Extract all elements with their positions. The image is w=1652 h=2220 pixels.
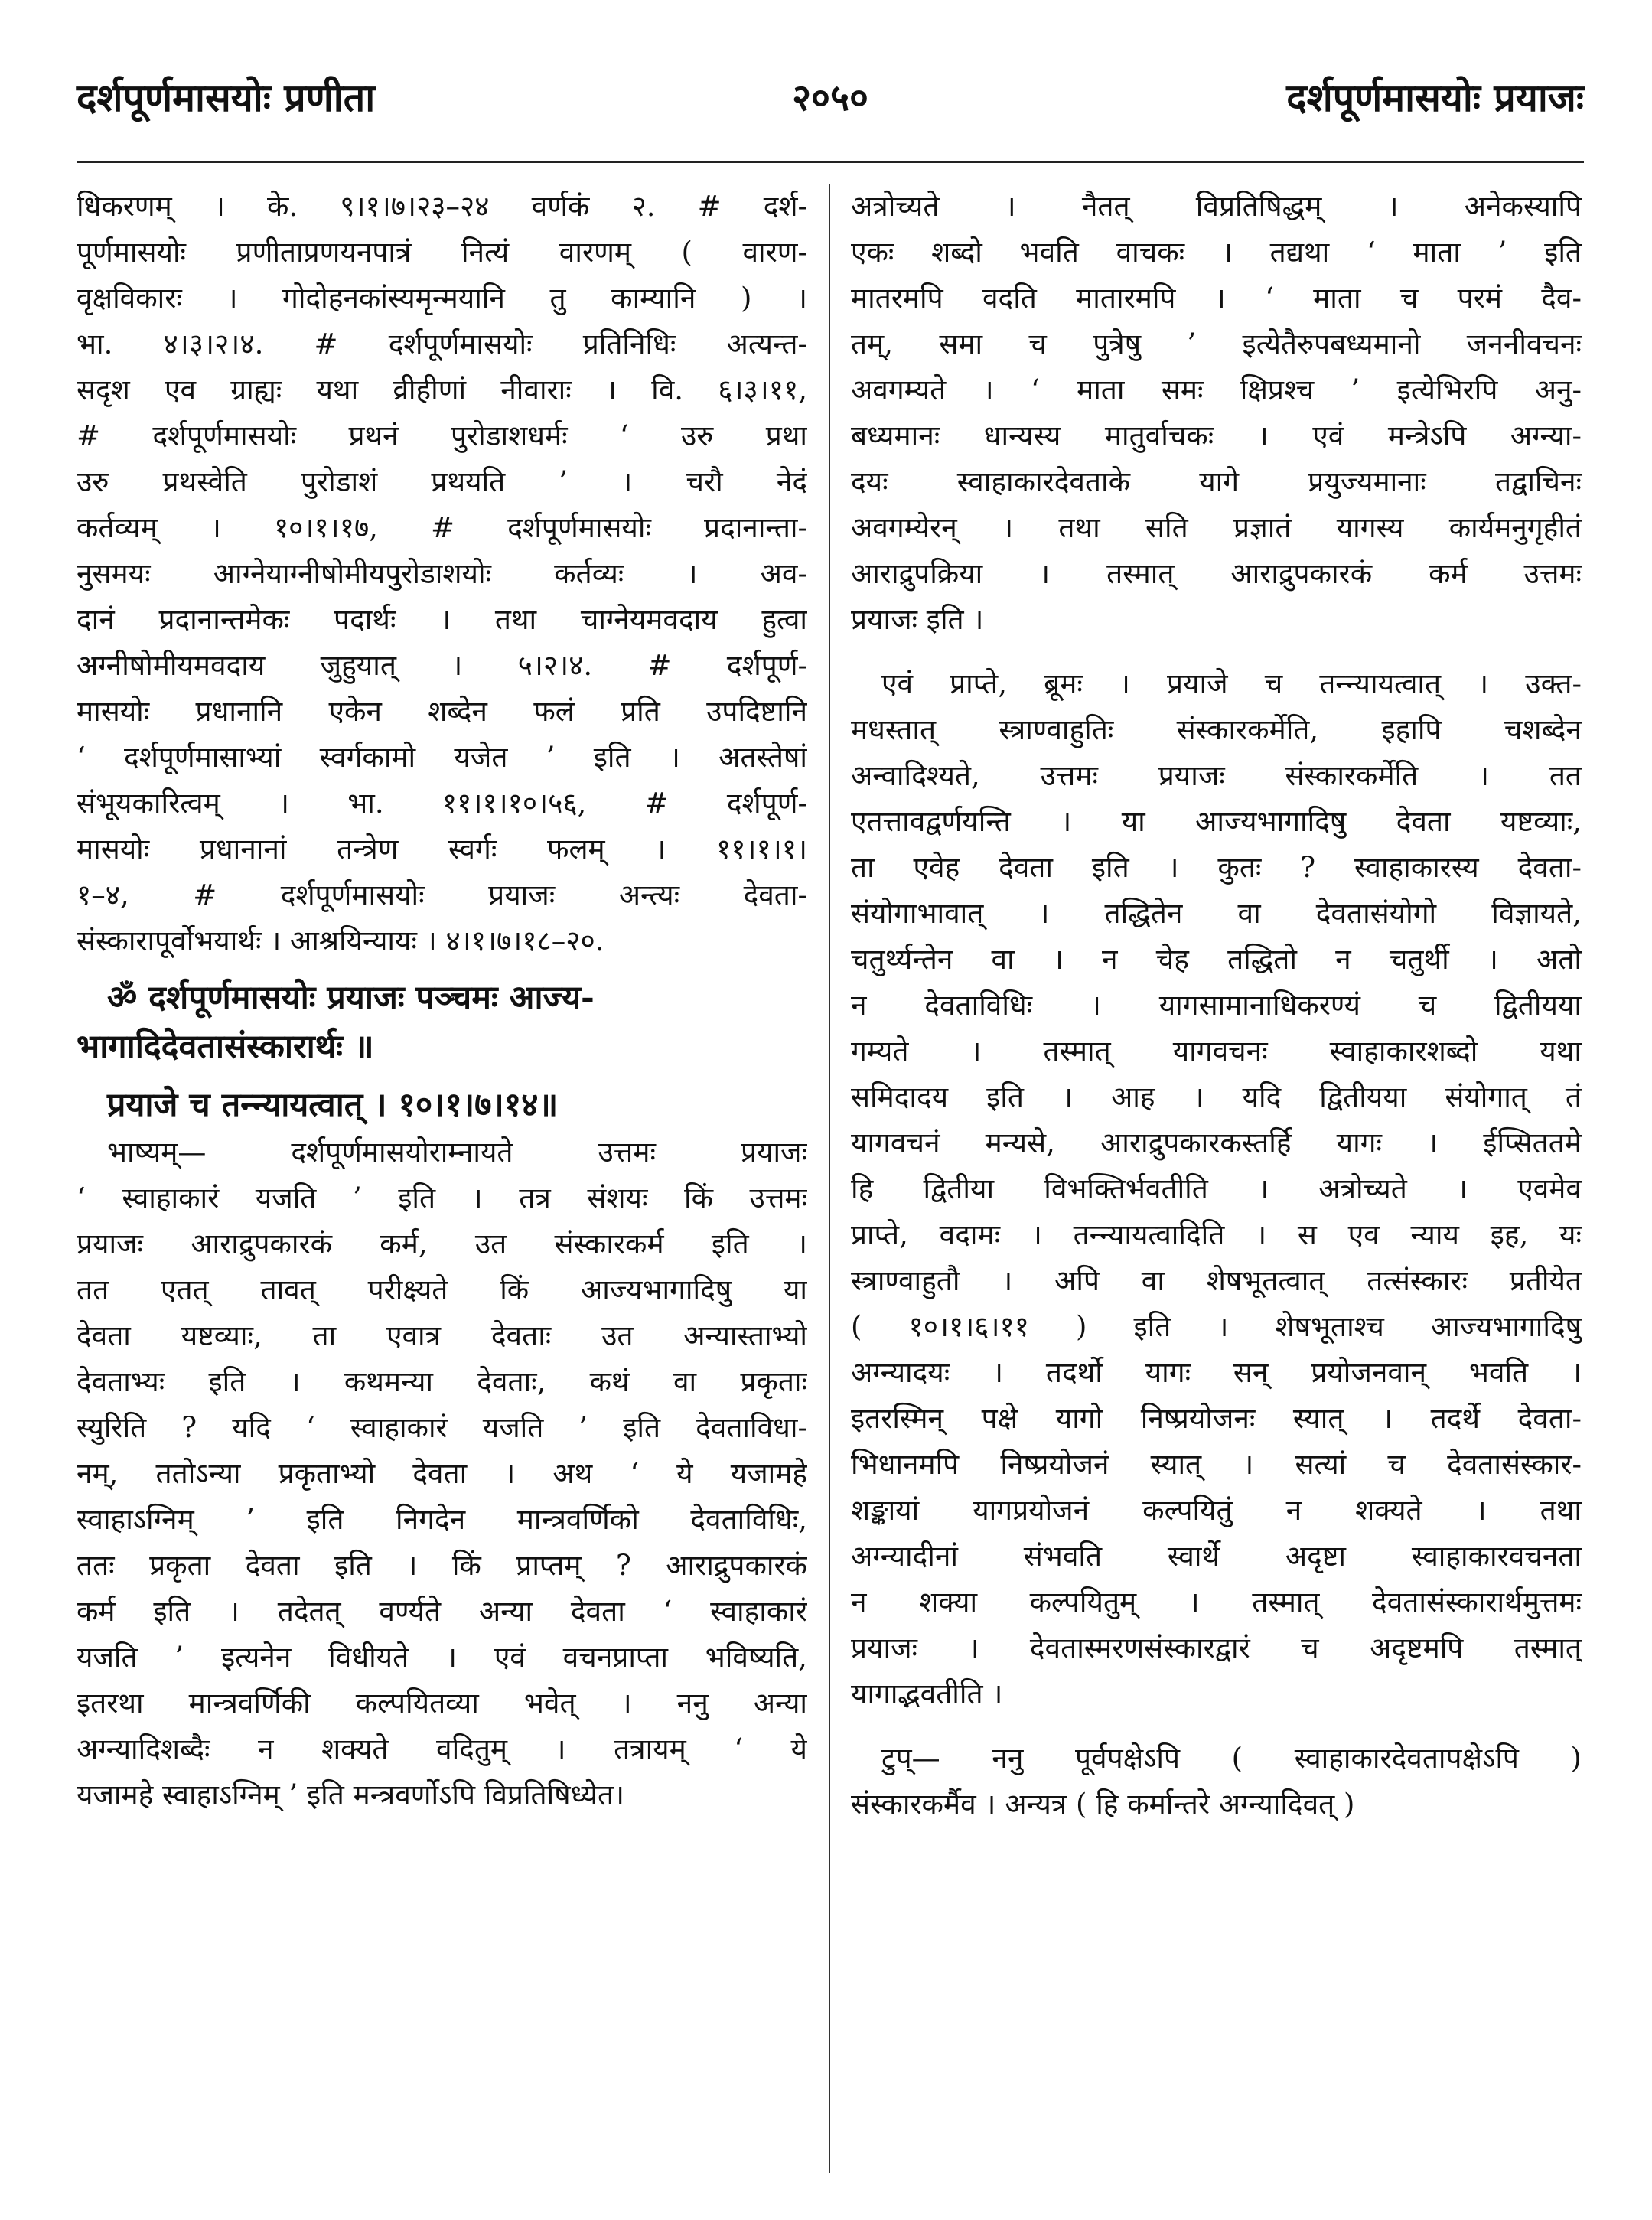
text-line: हि द्वितीया विभक्तिर्भवतीति । अत्रोच्यते । एवमेव — [851, 1172, 1582, 1205]
text-line: मधस्तात् स्त्राण्वाहुतिः संस्कारकर्मेति, इहापि चशब्देन — [851, 713, 1582, 746]
bhashya-block — [77, 1130, 807, 1818]
text-line: यागाद्भवतीति । — [851, 1677, 1003, 1710]
right-siddhanta-block — [851, 661, 1582, 1717]
left-index-block — [77, 184, 807, 964]
header-rule — [77, 161, 1584, 163]
text-line: ता एवेह देवता इति । कुतः ? स्वाहाकारस्य देवता- — [851, 851, 1582, 884]
left-column — [77, 184, 807, 2173]
text-line: संस्कारापूर्वोभयार्थः । आश्रयिन्यायः । ४।१।७।१८–२०. — [77, 924, 604, 957]
text-line: मातरमपि वदति मातारमपि । ‘ माता च परमं दैव- — [851, 282, 1582, 315]
text-line: मासयोः प्रधानानां तन्त्रेण स्वर्गः फलम् । ११।१।१। — [77, 833, 807, 866]
text-line: प्राप्ते, वदामः । तन्न्यायत्वादिति । स एव न्याय इह, यः — [851, 1218, 1582, 1251]
header-left-title: दर्शपूर्णमासयोः प्रणीता — [77, 75, 376, 120]
text-line: नुसमयः आग्नेयाग्नीषोमीयपुरोडाशयोः कर्तव्यः । अव- — [77, 557, 807, 590]
text-line: यागवचनं मन्यसे, आराद्रुपकारकस्तर्हि यागः । ईप्सिततमे — [851, 1126, 1582, 1159]
right-opening-block — [851, 184, 1582, 643]
text-line: मासयोः प्रधानानि एकेन शब्देन फलं प्रति उपदिष्टानि — [77, 695, 807, 728]
text-line: पूर्णमासयोः प्रणीताप्रणयनपात्रं नित्यं वारणम् ( वारण- — [77, 236, 807, 269]
text-line: समिदादय इति । आह । यदि द्वितीयया संयोगात् तं — [851, 1081, 1582, 1113]
section-heading-line-1: ॐ दर्शपूर्णमासयोः प्रयाजः पञ्चमः आज्य- — [107, 979, 595, 1017]
text-line: अग्नीषोमीयमवदाय जुहुयात् । ५।२।४. # दर्शपूर्ण- — [77, 649, 807, 682]
text-line: कर्म इति । तदेतत् वर्ण्यते अन्या देवता ‘ स्वाहाकारं — [77, 1595, 807, 1628]
text-line: गम्यते । तस्मात् यागवचनः स्वाहाकारशब्दो यथा — [851, 1035, 1582, 1068]
text-line: वृक्षविकारः । गोदोहनकांस्यमृन्मयानि तु काम्यानि ) । — [77, 282, 807, 315]
text-line: # दर्शपूर्णमासयोः प्रथनं पुरोडाशधर्मः ‘ उरु प्रथा — [77, 419, 807, 452]
text-line: टुप्— ननु पूर्वपक्षेऽपि ( स्वाहाकारदेवतापक्षेऽपि ) — [881, 1742, 1582, 1775]
text-line: नम्, ततोऽन्या प्रकृताभ्यो देवता । अथ ‘ ये यजामहे — [77, 1457, 807, 1490]
text-line: आराद्रुपक्रिया । तस्मात् आराद्रुपकारकं कर्म उत्तमः — [851, 557, 1582, 590]
text-line: स्वाहाऽग्निम् ’ इति निगदेन मान्त्रवर्णिको देवताविधिः, — [77, 1503, 807, 1536]
page-header — [77, 70, 1584, 139]
text-line: अवगम्येरन् । तथा सति प्रज्ञातं यागस्य कार्यमनुगृहीतं — [851, 511, 1582, 544]
text-line: यजामहे स्वाहाऽग्निम् ’ इति मन्त्रवर्णोऽपि विप्रतिषिध्येत। — [77, 1778, 625, 1811]
right-column — [851, 184, 1582, 2173]
text-line: प्रयाजः । देवतास्मरणसंस्कारद्वारं च अदृष्टमपि तस्मात् — [851, 1632, 1582, 1664]
text-line: तत एतत् तावत् परीक्ष्यते किं आज्यभागादिषु या — [77, 1273, 807, 1306]
text-line: कर्तव्यम् । १०।१।१७, # दर्शपूर्णमासयोः प्रदानान्ता- — [77, 511, 807, 544]
text-line: १–४, # दर्शपूर्णमासयोः प्रयाजः अन्त्यः देवता- — [77, 879, 807, 911]
text-line: दानं प्रदानान्तमेकः पदार्थः । तथा चाग्नेयमवदाय हुत्वा — [77, 603, 807, 636]
text-line: ततः प्रकृता देवता इति । किं प्राप्तम् ? आराद्रुपकारकं — [77, 1549, 807, 1582]
text-line: इतरस्मिन् पक्षे यागो निष्प्रयोजनः स्यात् । तदर्थे देवता- — [851, 1402, 1582, 1435]
text-line: अन्वादिश्यते, उत्तमः प्रयाजः संस्कारकर्मेति । तत — [851, 759, 1582, 792]
text-line: देवता यष्टव्याः, ता एवात्र देवताः उत अन्यास्ताभ्यो — [77, 1319, 807, 1352]
text-line: प्रयाजः आराद्रुपकारकं कर्म, उत संस्कारकर्म इति । — [77, 1227, 807, 1260]
text-line: न देवताविधिः । यागसामानाधिकरण्यं च द्वितीयया — [851, 989, 1582, 1022]
text-line: भा. ४।३।२।४. # दर्शपूर्णमासयोः प्रतिनिधिः अत्यन्त- — [77, 328, 807, 360]
text-line: संस्कारकर्मैव । अन्यत्र ( हि कर्मान्तरे अग्न्यादिवत् ) — [851, 1788, 1355, 1821]
text-line: सदृश एव ग्राह्यः यथा व्रीहीणां नीवाराः । वि. ६।३।११, — [77, 373, 807, 406]
text-line: स्त्राण्वाहुतौ । अपि वा शेषभूतत्वात् तत्संस्कारः प्रतीयेत — [851, 1264, 1582, 1297]
text-line: यजति ’ इत्यनेन विधीयते । एवं वचनप्राप्ता भविष्यति, — [77, 1641, 807, 1674]
text-line: अत्रोच्यते । नैतत् विप्रतिषिद्धम् । अनेकस्यापि — [851, 190, 1582, 223]
text-line: एतत्तावद्वर्णयन्ति । या आज्यभागादिषु देवता यष्टव्याः, — [851, 805, 1582, 838]
text-line: न शक्या कल्पयितुम् । तस्मात् देवतासंस्कारार्थमुत्तमः — [851, 1586, 1582, 1619]
text-line: ‘ स्वाहाकारं यजति ’ इति । तत्र संशयः किं उत्तमः — [77, 1182, 807, 1214]
tupteeka-block — [851, 1736, 1582, 1827]
text-line: एकः शब्दो भवति वाचकः । तद्यथा ‘ माता ’ इति — [851, 236, 1582, 269]
text-line: दयः स्वाहाकारदेवताके यागे प्रयुज्यमानाः तद्वाचिनः — [851, 465, 1582, 498]
text-line: ‘ दर्शपूर्णमासाभ्यां स्वर्गकामो यजेत ’ इति । अतस्तेषां — [77, 741, 807, 774]
text-line: देवताभ्यः इति । कथमन्या देवताः, कथं वा प्रकृताः — [77, 1365, 807, 1398]
text-line: संभूयकारित्वम् । भा. ११।१।१०।५६, # दर्शपूर्ण- — [77, 787, 807, 820]
text-line: ( १०।१।६।११ ) इति । शेषभूताश्च आज्यभागादिषु — [851, 1310, 1582, 1343]
text-line: उरु प्रथस्वेति पुरोडाशं प्रथयति ’ । चरौ नेदं — [77, 465, 807, 498]
text-line: एवं प्राप्ते, ब्रूमः । प्रयाजे च तन्न्यायत्वात् । उक्त- — [881, 667, 1582, 700]
text-line: संयोगाभावात् । तद्धितेन वा देवतासंयोगो विज्ञायते, — [851, 897, 1582, 930]
sutra-line: प्रयाजे च तन्न्यायत्वात् । १०।१।७।१४॥ — [107, 1086, 559, 1124]
section-heading-line-2: भागादिदेवतासंस्कारार्थः ॥ — [77, 1028, 374, 1066]
text-line: स्युरिति ? यदि ‘ स्वाहाकारं यजति ’ इति देवताविधा- — [77, 1411, 807, 1444]
text-line: अग्न्यादिशब्दैः न शक्यते वदितुम् । तत्रायम् ‘ ये — [77, 1733, 807, 1765]
text-line: धिकरणम् । के. ९।१।७।२३–२४ वर्णकं २. # दर्श- — [77, 190, 807, 223]
text-line: अवगम्यते । ‘ माता समः क्षिप्रश्च ’ इत्येभिरपि अनु- — [851, 373, 1582, 406]
text-line: अग्न्यादीनां संभवति स्वार्थे अदृष्टा स्वाहाकारवचनता — [851, 1540, 1582, 1573]
text-line: भिधानमपि निष्प्रयोजनं स्यात् । सत्यां च देवतासंस्कार- — [851, 1448, 1582, 1481]
text-line: प्रयाजः इति । — [851, 603, 984, 636]
header-right-title: दर्शपूर्णमासयोः प्रयाजः — [1286, 75, 1584, 120]
text-line: शङ्कायां यागप्रयोजनं कल्पयितुं न शक्यते । तथा — [851, 1494, 1582, 1527]
column-divider — [829, 184, 830, 2173]
text-line: बध्यमानः धान्यस्य मातुर्वाचकः । एवं मन्त्रेऽपि अग्न्या- — [851, 419, 1582, 452]
text-line: भाष्यम्— दर्शपूर्णमासयोराम्नायते उत्तमः प्रयाजः — [107, 1136, 807, 1169]
text-line: अग्न्यादयः । तदर्थो यागः सन् प्रयोजनवान् भवति । — [851, 1356, 1582, 1389]
page-number: २०५० — [792, 77, 868, 119]
text-line: तम्, समा च पुत्रेषु ’ इत्येतैरुपबध्यमानो जननीवचनः — [851, 328, 1582, 360]
text-line: चतुर्थ्यन्तेन वा । न चेह तद्धितो न चतुर्थी । अतो — [851, 943, 1582, 976]
text-line: इतरथा मान्त्रवर्णिकी कल्पयितव्या भवेत् । ननु अन्या — [77, 1687, 807, 1720]
